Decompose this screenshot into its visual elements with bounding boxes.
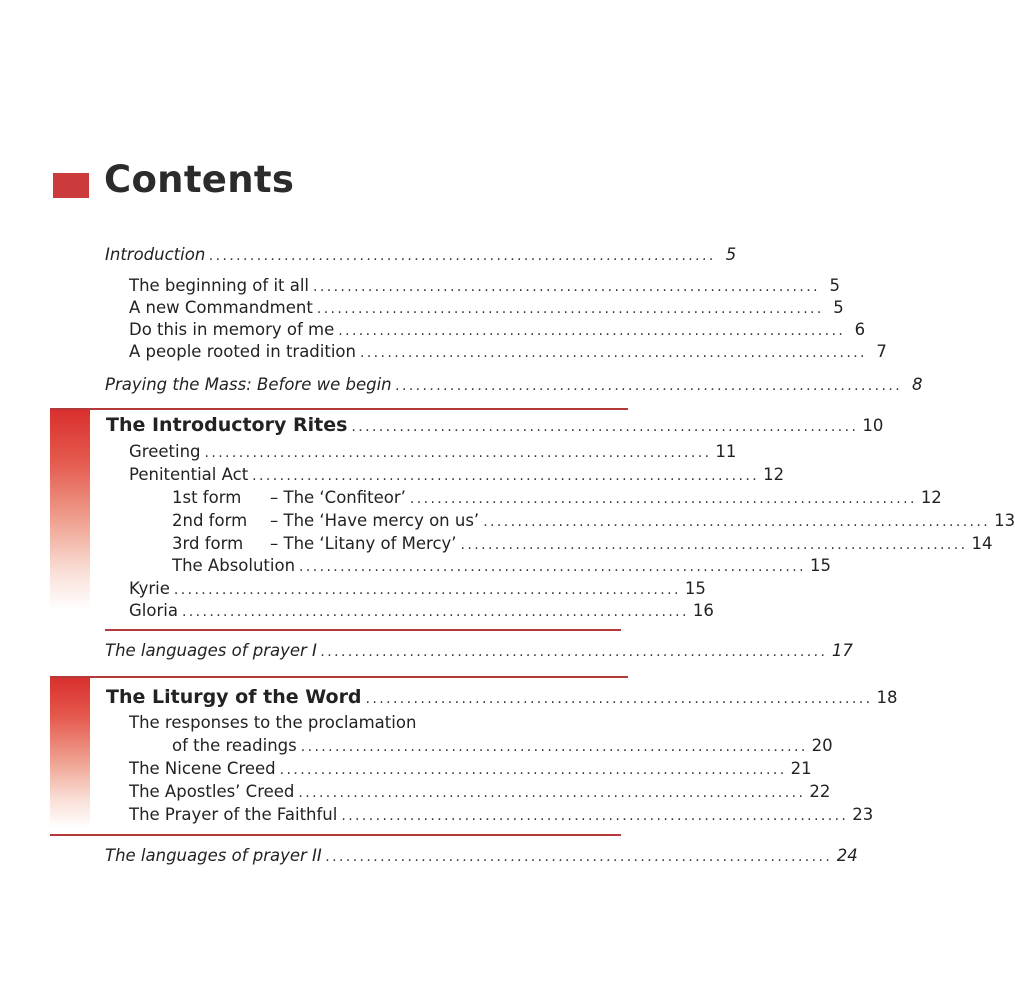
entry-page: 20 [811, 736, 833, 755]
toc-entry-languages-2 [105, 845, 858, 867]
entry-label: The Prayer of the Faithful [129, 805, 338, 824]
toc-entry [172, 735, 833, 757]
toc-entry-praying [105, 374, 923, 396]
section-rule [105, 629, 621, 631]
entry-label: The Apostles’ Creed [129, 782, 295, 801]
entry-page: 5 [833, 298, 844, 317]
form-number: 2nd form [172, 511, 248, 530]
entry-page: 17 [831, 641, 853, 660]
entry-page: 8 [912, 375, 923, 394]
dot-leader: .......................................................................... [313, 279, 820, 295]
entry-page: 6 [854, 320, 866, 339]
form-number: 1st form [172, 488, 242, 507]
entry-page: 12 [763, 465, 785, 484]
toc-entry [129, 600, 714, 622]
dot-leader: .......................................................................... [173, 582, 681, 598]
heading-marker-square [53, 173, 89, 198]
dot-leader: .......................................................................... [325, 849, 833, 865]
toc-entry [129, 341, 887, 363]
toc-entry [172, 555, 831, 577]
entry-label: – The ‘Have mercy on us’ [270, 511, 480, 530]
entry-label: A new Commandment [129, 298, 313, 317]
toc-section-liturgy-word [106, 686, 898, 708]
toc-entry [129, 441, 737, 463]
entry-label: Kyrie [129, 579, 170, 598]
section-band [50, 678, 90, 828]
entry-label: The responses to the proclamation [129, 713, 417, 732]
dot-leader: .......................................................................... [204, 445, 712, 461]
entry-page: 5 [725, 245, 737, 264]
entry-page: 14 [971, 534, 993, 553]
entry-page: 15 [684, 579, 706, 598]
dot-leader: .......................................................................... [181, 604, 689, 620]
entry-label: – The ‘Confiteor’ [270, 488, 406, 507]
section-title: The Introductory Rites [106, 414, 348, 436]
dot-leader: .......................................................................... [209, 248, 717, 264]
dot-leader: .......................................................................... [300, 739, 808, 755]
entry-page: 21 [790, 759, 812, 778]
toc-entry [172, 487, 942, 509]
dot-leader: .......................................................................... [365, 691, 873, 707]
dot-leader: .......................................................................... [351, 419, 859, 435]
section-title: The Liturgy of the Word [106, 686, 362, 708]
entry-page: 11 [715, 442, 737, 461]
toc-entry-line [129, 712, 585, 734]
entry-label: Gloria [129, 601, 178, 620]
entry-page: 7 [876, 342, 887, 361]
entry-label: Introduction [105, 245, 206, 264]
toc-entry [129, 758, 812, 780]
entry-label: The Absolution [172, 556, 296, 575]
dot-leader: .......................................................................... [483, 514, 991, 530]
entry-page: 18 [876, 688, 898, 707]
dot-leader: .......................................................................... [395, 378, 903, 394]
dot-leader: .......................................................................... [279, 762, 787, 778]
toc-entry [129, 578, 706, 600]
section-band [50, 410, 90, 610]
section-rule [50, 676, 628, 678]
entry-page: 24 [836, 846, 858, 865]
toc-entry-languages-1 [105, 640, 853, 662]
toc-entry [172, 533, 993, 555]
entry-label: – The ‘Litany of Mercy’ [270, 534, 457, 553]
section-rule [50, 834, 621, 836]
entry-page: 23 [852, 805, 874, 824]
entry-label: The languages of prayer II [105, 846, 322, 865]
dot-leader: .......................................................................... [299, 559, 806, 575]
entry-label: A people rooted in tradition [129, 342, 356, 361]
entry-label: Praying the Mass: Before we begin [105, 375, 392, 394]
entry-label: Penitential Act [129, 465, 249, 484]
dot-leader: .......................................................................... [252, 468, 760, 484]
dot-leader: .......................................................................... [359, 345, 867, 361]
toc-entry [129, 297, 844, 319]
entry-page: 16 [692, 601, 714, 620]
page-title: Contents [104, 158, 295, 201]
toc-entry [129, 464, 785, 486]
entry-page: 15 [809, 556, 831, 575]
toc-entry [129, 804, 874, 826]
toc-entry [129, 275, 840, 297]
entry-page: 12 [920, 488, 942, 507]
toc-entry [172, 510, 1015, 532]
dot-leader: .......................................................................... [298, 785, 806, 801]
entry-page: 22 [809, 782, 831, 801]
toc-entry [129, 319, 866, 341]
form-number: 3rd form [172, 534, 244, 553]
dot-leader: .......................................................................... [338, 323, 846, 339]
dot-leader: .......................................................................... [320, 644, 828, 660]
section-rule [50, 408, 628, 410]
entry-page: 13 [994, 511, 1015, 530]
entry-label: Greeting [129, 442, 201, 461]
entry-label: The languages of prayer I [105, 641, 317, 660]
dot-leader: .......................................................................... [460, 537, 968, 553]
dot-leader: .......................................................................... [341, 808, 849, 824]
dot-leader: .......................................................................... [409, 491, 917, 507]
entry-label: The beginning of it all [129, 276, 310, 295]
toc-entry-introduction [105, 244, 737, 266]
entry-label: Do this in memory of me [129, 320, 335, 339]
entry-page: 10 [862, 416, 884, 435]
entry-label: of the readings [172, 736, 297, 755]
toc-section-introductory-rites [106, 414, 884, 436]
entry-page: 5 [829, 276, 840, 295]
dot-leader: .......................................................................... [316, 301, 824, 317]
entry-label: The Nicene Creed [129, 759, 276, 778]
toc-entry [129, 781, 831, 803]
